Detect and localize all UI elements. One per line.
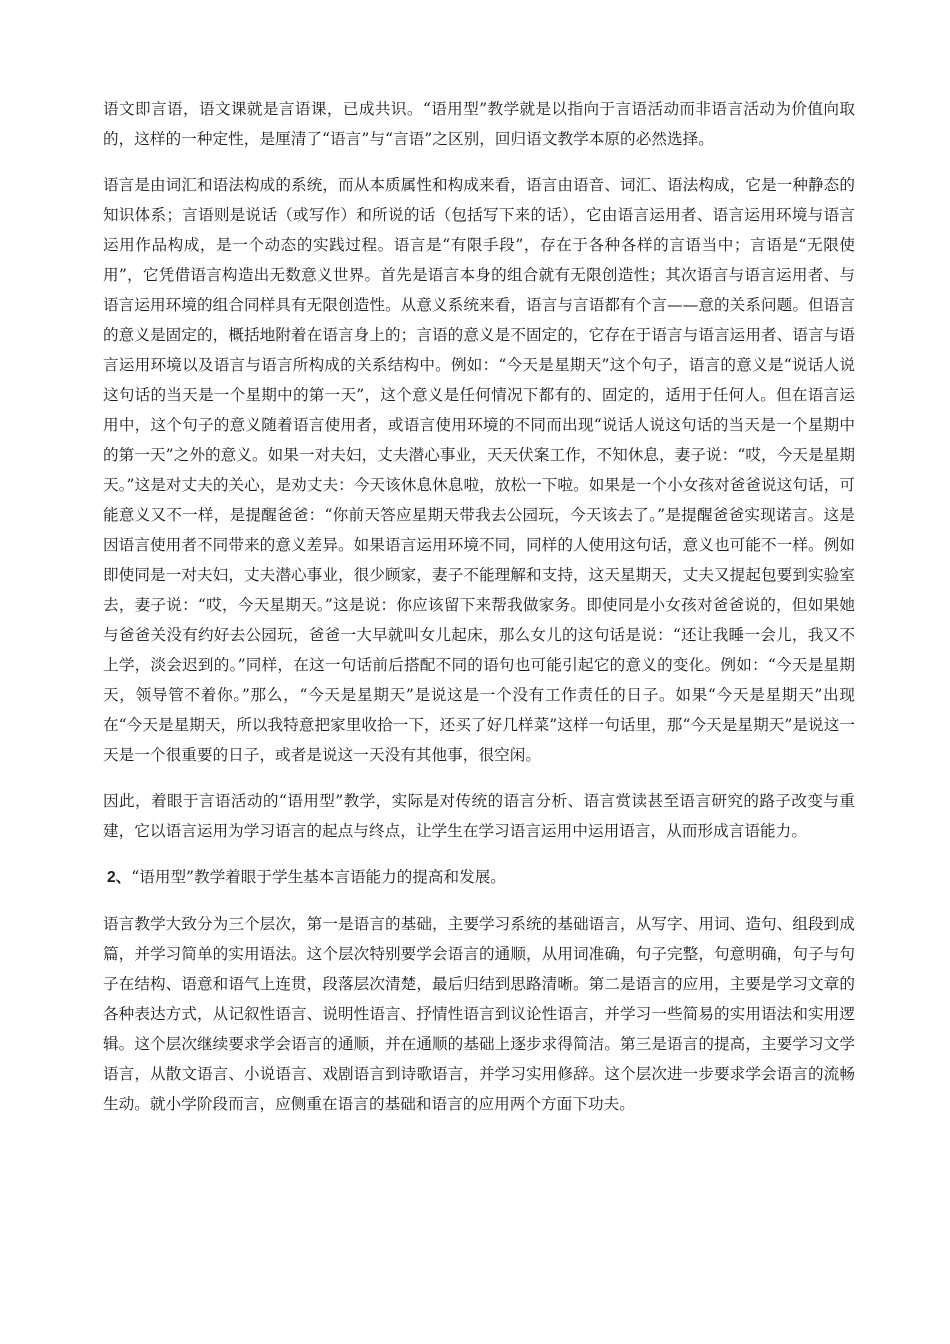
paragraph-intro: 语文即言语，语文课就是言语课，已成共识。“语用型”教学就是以指向于言语活动而非语言活动为价值向取的，这样的一种定性，是厘清了“语言”与“言语”之区别，回归语文教学本原的必然选择。 (103, 100, 855, 148)
section-heading-text: “语用型”教学着眼于学生基本言语能力的提高和发展。 (131, 868, 506, 886)
paragraph-conclusion: 因此，着眼于言语活动的“语用型”教学，实际是对传统的语言分析、语言赏读甚至语言研究的路子改变与重建，它以语言运用为学习语言的起点与终点，让学生在学习语言运用中运用语言，从而形成言语能力。 (103, 792, 855, 840)
section-heading (103, 862, 859, 893)
paragraph-teaching-levels: 语言教学大致分为三个层次，第一是语言的基础，主要学习系统的基础语言，从写字、用词、造句、组段到成篇，并学习简单的实用语法。这个层次特别要学会语言的通顺，从用词准确，句子完整，句意明确，句子与句子在结构、语意和语气上连贯，段落层次清楚，最后归结到思路清晰。第二是语言的应用，主要是学习文章的各种表达方式，从记叙性语言、说明性语言、抒情性语言到议论性语言，并学习一些简易的实用语法和实用逻辑。这个层次继续要求学会语言的通顺，并在通顺的基础上逐步求得简洁。第三是语言的提高，主要学习文学语言，从散文语言、小说语言、戏剧语言到诗歌语言，并学习实用修辞。这个层次进一步要求学会语言的流畅生动。就小学阶段而言，应侧重在语言的基础和语言的应用两个方面下功夫。 (103, 915, 855, 1113)
paragraph-language-vs-speech: 语言是由词汇和语法构成的系统，而从本质属性和构成来看，语言由语音、词汇、语法构成，它是一种静态的知识体系；言语则是说话（或写作）和所说的话（包括写下来的话），它由语言运用者、语言运用环境与语言运用作品构成，是一个动态的实践过程。语言是“有限手段”，存在于各种各样的言语当中；言语是“无限使用”，它凭借语言构造出无数意义世界。首先是语言本身的组合就有无限创造性；其次语言与语言运用者、与语言运用环境的组合同样具有无限创造性。从意义系统来看，语言与言语都有个言——意的关系问题。但语言的意义是固定的，概括地附着在语言身上的；言语的意义是不固定的，它存在于语言与语言运用者、语言与语言运用环境以及语言与语言所构成的关系结构中。例如：“今天是星期天”这个句子，语言的意义是“说话人说这句话的当天是一个星期中的第一天”，这个意义是任何情况下都有的、固定的，适用于任何人。但在语言运用中，这个句子的意义随着语言使用者，或语言使用环境的不同而出现“说话人说这句话的当天是一个星期中的第一天”之外的意义。如果一对夫妇，丈夫潜心事业，天天伏案工作，不知休息，妻子说：“哎，今天是星期天。”这是对丈夫的关心，是劝丈夫：今天该休息休息啦，放松一下啦。如果是一个小女孩对爸爸说这句话，可能意义又不一样，是提醒爸爸：“你前天答应星期天带我去公园玩，今天该去了。”是提醒爸爸实现诺言。这是因语言使用者不同带来的意义差异。如果语言运用环境不同，同样的人使用这句话，意义也可能不一样。例如即使同是一对夫妇，丈夫潜心事业，很少顾家，妻子不能理解和支持，这天星期天，丈夫又提起包要到实验室去，妻子说：“哎，今天星期天。”这是说：你应该留下来帮我做家务。即使同是小女孩对爸爸说的，但如果她与爸爸关没有约好去公园玩，爸爸一大早就叫女儿起床，那么女儿的这句话是说：“还让我睡一会儿，我又不上学，淡会迟到的。”同样，在这一句话前后搭配不同的语句也可能引起它的意义的变化。例如：“今天是星期天，领导管不着你。”那么，“今天是星期天”是说这是一个没有工作责任的日子。如果“今天是星期天”出现在“今天是星期天，所以我特意把家里收拾一下，还买了好几样菜”这样一句话里，那“今天是星期天”是说这一天是一个很重要的日子，或者是说这一天没有其他事，很空闲。 (103, 176, 855, 764)
section-number: 2、 (107, 869, 132, 886)
